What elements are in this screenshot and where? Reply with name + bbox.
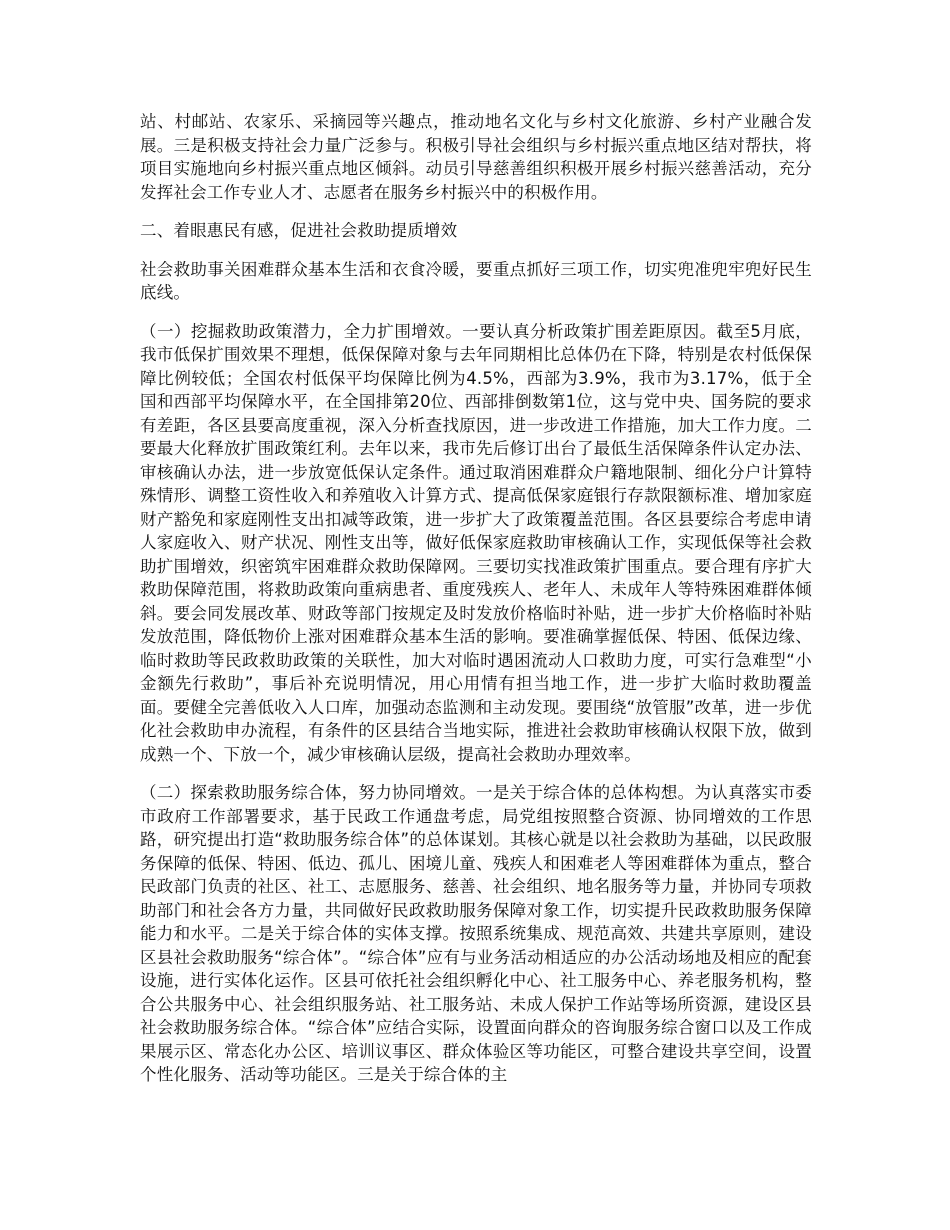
section-heading: 二、着眼惠民有感，促进社会救助提质增效 [140, 221, 458, 240]
paragraph-policy-expansion: （一）挖掘救助政策潜力，全力扩围增效。一要认真分析政策扩围差距原因。截至5月底，我市低保扩围效果不理想，低保保障对象与去年同期相比总体仍在下降，特别是农村低保保障比例较低；全国农村低保平均保障比例为4.5%，西部为3.9%，我市为3.17%，低于全国和西部平均保障水平，在全国排第20位、西部排倒数第1位，这与党中央、国务院的要求有差距，各区县要高度重视，深入分析查找原因，进一步改进工作措施，加大工作力度。二要最大化释放扩围政策红利。去年以来，我市先后修订出台了最低生活保障条件认定办法、审核确认办法，进一步放宽低保认定条件。通过取消困难群众户籍地限制、细化分户计算特殊情形、调整工资性收入和养殖收入计算方式、提高低保家庭银行存款限额标准、增加家庭财产豁免和家庭刚性支出扣减等政策，进一步扩大了政策覆盖范围。各区县要综合考虑申请人家庭收入、财产状况、刚性支出等，做好低保家庭救助审核确认工作，实现低保等社会救助扩围增效，织密筑牢困难群众救助保障网。三要切实找准政策扩围重点。要合理有序扩大救助保障范围，将救助政策向重病患者、重度残疾人、老年人、未成年人等特殊困难群体倾斜。要会同发展改革、财政等部门按规定及时发放价格临时补贴，进一步扩大价格临时补贴发放范围，降低物价上涨对困难群众基本生活的影响。要准确掌握低保、特困、低保边缘、临时救助等民政救助政策的关联性，加大对临时遇困流动人口救助力度，可实行急难型“小金额先行救助”，事后补充说明情况，用心用情有担当地工作，进一步扩大临时救助覆盖面。要健全完善低收入人口库，加强动态监测和主动发现。要围绕“放管服”改革，进一步优化社会救助申办流程，有条件的区县结合当地实际，推进社会救助审核确认权限下放，做到成熟一个、下放一个，减少审核确认层级，提高社会救助办理效率。 [140, 321, 812, 764]
document-page [140, 110, 812, 1102]
paragraph-social-assistance-intro: 社会救助事关困难群众基本生活和衣食冷暖，要重点抓好三项工作，切实兜准兜牢兜好民生底线。 [140, 259, 812, 302]
paragraph-rural-revitalization: 站、村邮站、农家乐、采摘园等兴趣点，推动地名文化与乡村文化旅游、乡村产业融合发展。三是积极支持社会力量广泛参与。积极引导社会组织与乡村振兴重点地区结对帮扶，将项目实施地向乡村振兴重点地区倾斜。动员引导慈善组织积极开展乡村振兴慈善活动，充分发挥社会工作专业人才、志愿者在服务乡村振兴中的积极作用。 [140, 112, 812, 202]
paragraph-service-complex: （二）探索救助服务综合体，努力协同增效。一是关于综合体的总体构想。为认真落实市委市政府工作部署要求，基于民政工作通盘考虑，局党组按照整合资源、协同增效的工作思路，研究提出打造“救助服务综合体”的总体谋划。其核心就是以社会救助为基础，以民政服务保障的低保、特困、低边、孤儿、困境儿童、残疾人和困难老人等困难群体为重点，整合民政部门负责的社区、社工、志愿服务、慈善、社会组织、地名服务等力量，并协同专项救助部门和社会各方力量，共同做好民政救助服务保障对象工作，切实提升民政救助服务保障能力和水平。二是关于综合体的实体支撑。按照系统集成、规范高效、共建共享原则，建设区县社会救助服务“综合体”。“综合体”应有与业务活动相适应的办公活动场地及相应的配套设施，进行实体化运作。区县可依托社会组织孵化中心、社工服务中心、养老服务机构，整合公共服务中心、社会组织服务站、社工服务站、未成人保护工作站等场所资源，建设区县社会救助服务综合体。“综合体”应结合实际，设置面向群众的咨询服务综合窗口以及工作成果展示区、常态化办公区、培训议事区、群众体验区等功能区，可整合建设共享空间，设置个性化服务、活动等功能区。三是关于综合体的主 [140, 783, 812, 1084]
